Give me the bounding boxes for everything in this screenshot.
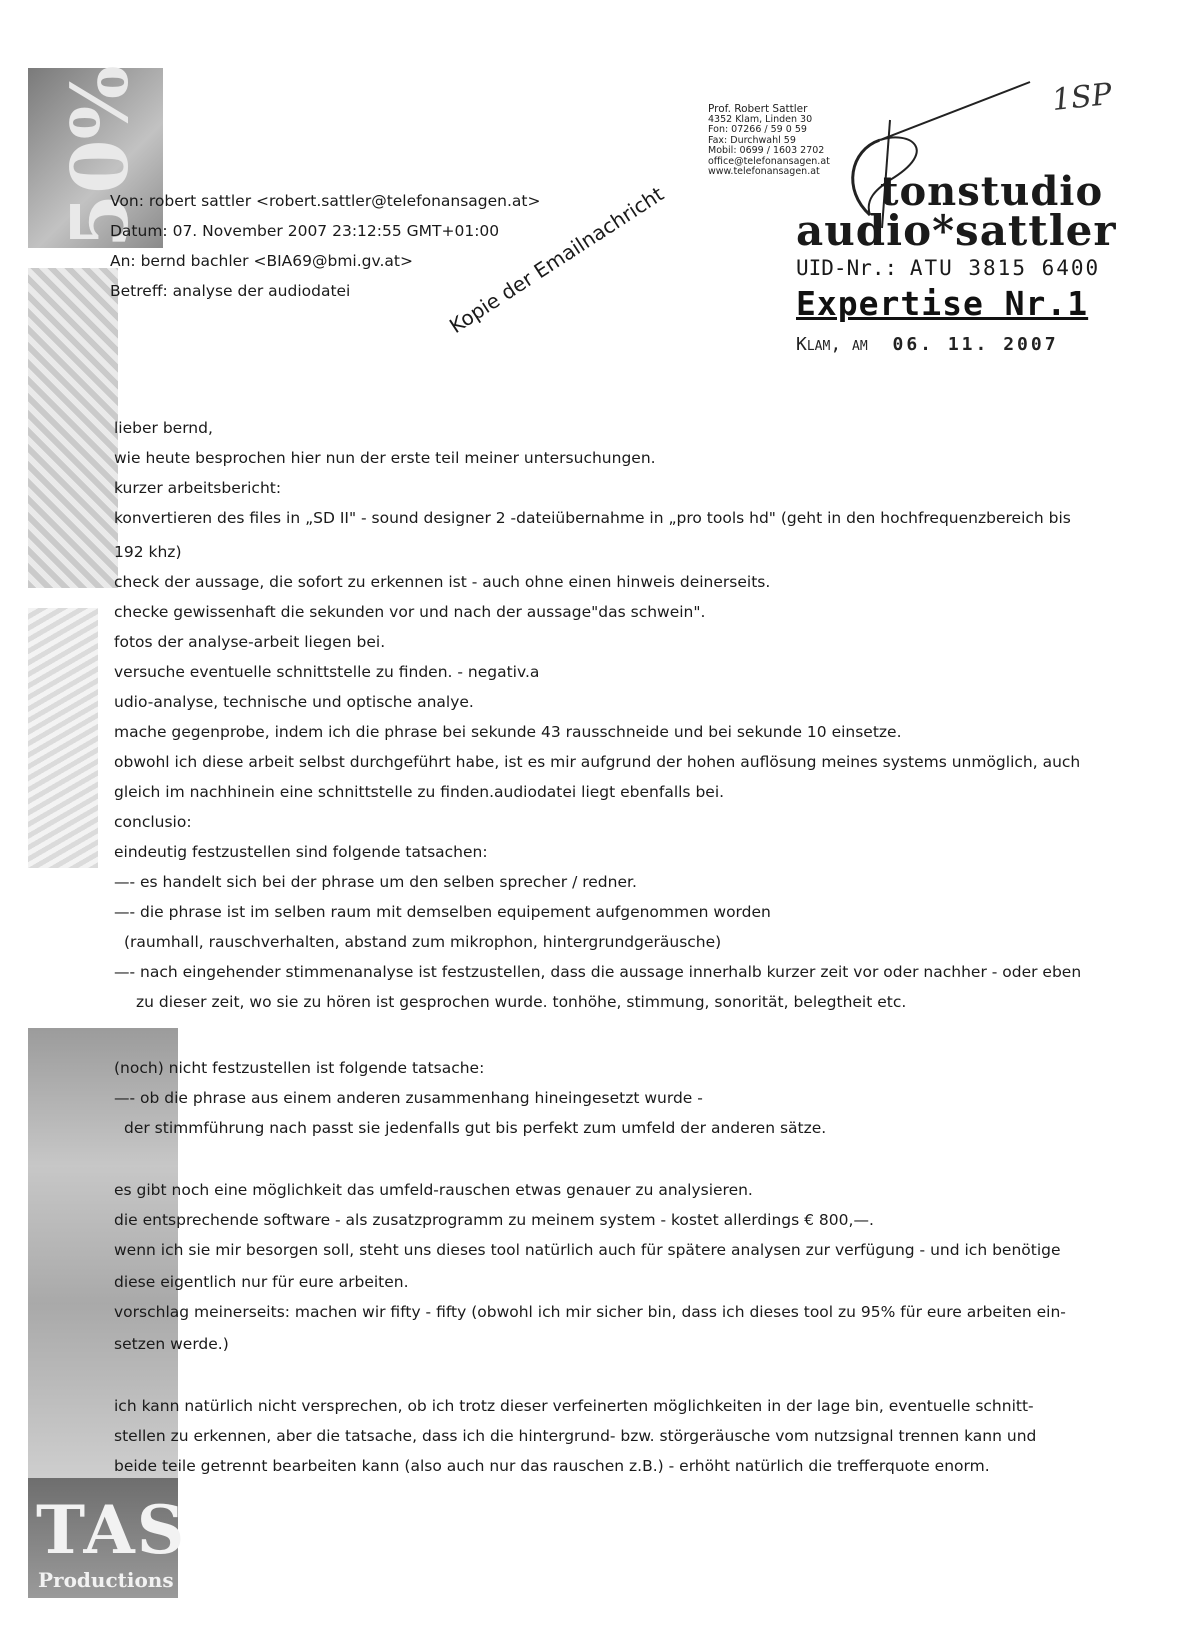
body-line: gleich im nachhinein eine schnittstelle zu finden.audiodatei liegt ebenfalls bei. (114, 783, 725, 801)
letterhead-address (708, 104, 838, 178)
strip-photo-middle (28, 608, 98, 868)
uid-label: UID-Nr.: (796, 256, 898, 280)
tas-logo: TAS (36, 1491, 187, 1569)
body-line: setzen werde.) (114, 1335, 229, 1353)
body-line: eindeutig festzustellen sind folgende tatsachen: (114, 843, 488, 861)
body-line: versuche eventuelle schnittstelle zu finden. - negativ.a (114, 663, 540, 681)
body-line: die entsprechende software - als zusatzprogramm zu meinem system - kostet allerdings € 800,—. (114, 1211, 874, 1229)
expertise-title: Expertise Nr.1 (796, 284, 1089, 323)
body-line: stellen zu erkennen, aber die tatsache, dass ich die hintergrund- bzw. störgeräusche vom nutzsignal trennen kann und (114, 1427, 1037, 1445)
body-line: es gibt noch eine möglichkeit das umfeld-rauschen etwas genauer zu analysieren. (114, 1181, 753, 1199)
body-line: der stimmführung nach passt sie jedenfalls gut bis perfekt zum umfeld der anderen sätze. (124, 1119, 827, 1137)
body-line: fotos der analyse-arbeit liegen bei. (114, 633, 386, 651)
uid-number (796, 256, 1100, 280)
address-web: www.telefonansagen.at (708, 166, 820, 177)
body-line: ich kann natürlich nicht versprechen, ob ich trotz dieser verfeinerten möglichkeiten in der lage bin, eventuelle schnitt- (114, 1397, 1034, 1415)
body-line: mache gegenprobe, indem ich die phrase bei sekunde 43 rausschneide und bei sekunde 10 einsetze. (114, 723, 902, 741)
body-line: konvertieren des files in „SD II" - sound designer 2 -dateiübernahme in „pro tools hd" (geht in den hochfrequenzbereich bis (114, 509, 1071, 527)
percent-logo: 50% (55, 65, 146, 248)
body-line: (raumhall, rauschverhalten, abstand zum mikrophon, hintergrundgeräusche) (124, 933, 722, 951)
tas-productions-label: Productions (38, 1568, 174, 1592)
body-line: —- ob die phrase aus einem anderen zusammenhang hineingesetzt wurde - (114, 1089, 703, 1107)
document-date: 06. 11. 2007 (892, 334, 1059, 355)
body-line: —- es handelt sich bei der phrase um den selben sprecher / redner. (114, 873, 637, 891)
body-line: obwohl ich diese arbeit selbst durchgeführt habe, ist es mir aufgrund der hohen auflösung meines systems unmöglich, auch (114, 753, 1081, 771)
email-from: Von: robert sattler <robert.sattler@telefonansagen.at> (110, 192, 541, 210)
brand-audio-sattler: audio*sattler (796, 206, 1117, 255)
body-line: wie heute besprochen hier nun der erste teil meiner untersuchungen. (114, 449, 656, 467)
body-line: zu dieser zeit, wo sie zu hören ist gesprochen wurde. tonhöhe, stimmung, sonorität, belegtheit etc. (136, 993, 907, 1011)
body-line: —- nach eingehender stimmenanalyse ist festzustellen, dass die aussage innerhalb kurzer zeit vor oder nachher - oder eben (114, 963, 1082, 981)
body-line: wenn ich sie mir besorgen soll, steht uns dieses tool natürlich auch für spätere analysen zur verfügung - und ich benötige (114, 1241, 1061, 1259)
address-fax: Fax: Durchwahl 59 (708, 134, 796, 146)
address-email: office@telefonansagen.at (708, 155, 830, 167)
address-mobile: Mobil: 0699 / 1603 2702 (708, 145, 825, 156)
body-line: lieber bernd, (114, 419, 213, 437)
body-line: udio-analyse, technische und optische analye. (114, 693, 474, 711)
body-line: checke gewissenhaft die sekunden vor und nach der aussage"das schwein". (114, 603, 706, 621)
body-line: check der aussage, die sofort zu erkennen ist - auch ohne einen hinweis deinerseits. (114, 573, 771, 591)
body-line: 192 khz) (114, 543, 182, 561)
address-name: Prof. Robert Sattler (708, 103, 808, 115)
body-line: beide teile getrennt bearbeiten kann (also auch nur das rauschen z.B.) - erhöht natürlich die trefferquote enorm. (114, 1457, 990, 1475)
body-line: diese eigentlich nur für eure arbeiten. (114, 1273, 409, 1291)
address-street: 4352 Klam, Linden 30 (708, 113, 813, 125)
uid-value: ATU 3815 6400 (909, 256, 1101, 280)
copy-stamp: Kopie der Emailnachricht (445, 181, 668, 339)
address-phone: Fon: 07266 / 59 0 59 (708, 124, 807, 135)
body-line: —- die phrase ist im selben raum mit demselben equipement aufgenommen worden (114, 903, 771, 921)
place-label: Klam, am (796, 334, 868, 355)
date-line (796, 334, 1059, 355)
email-date: Datum: 07. November 2007 23:12:55 GMT+01:00 (110, 222, 500, 240)
brand-tonstudio: tonstudio (880, 168, 1104, 215)
email-header (110, 186, 541, 306)
strip-photo-mixer (28, 268, 118, 588)
email-subject: Betreff: analyse der audiodatei (110, 282, 351, 300)
body-line: (noch) nicht festzustellen ist folgende tatsache: (114, 1059, 485, 1077)
email-to: An: bernd bachler <BIA69@bmi.gv.at> (110, 252, 413, 270)
body-line: kurzer arbeitsbericht: (114, 479, 282, 497)
body-line: vorschlag meinerseits: machen wir fifty - fifty (obwohl ich mir sicher bin, dass ich dieses tool zu 95% für eure arbeiten ein- (114, 1303, 1066, 1321)
body-line: conclusio: (114, 813, 192, 831)
handwritten-note: 1SP (1050, 76, 1114, 119)
